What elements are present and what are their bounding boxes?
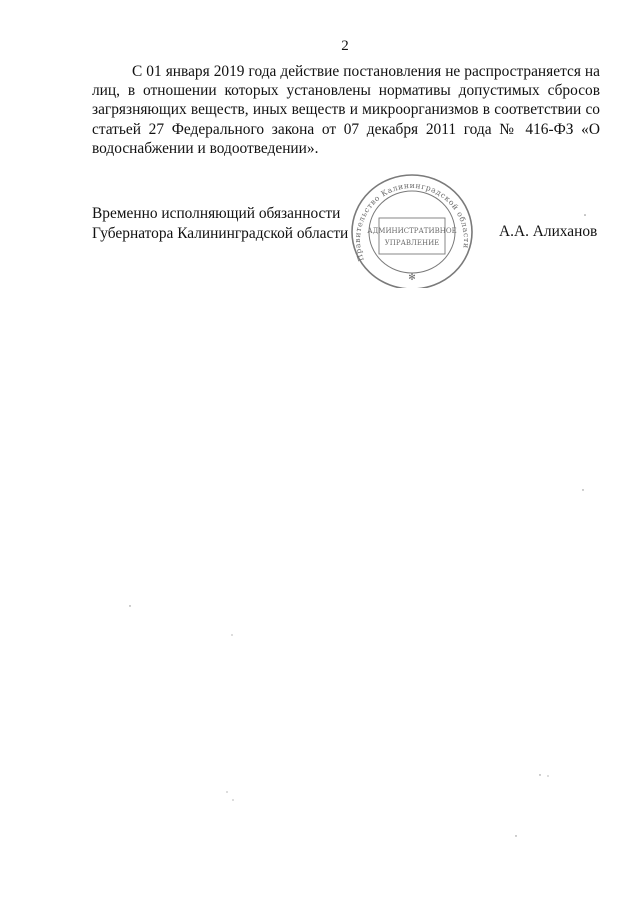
seal-inner-frame [379, 218, 445, 254]
seal-star-icon: ✻ [408, 272, 416, 282]
signature-position-line1: Временно исполняющий обязанности [92, 205, 341, 222]
seal-inner-text-1: АДМИНИСТРАТИВНОЕ [367, 227, 457, 235]
official-seal [334, 168, 486, 288]
seal-inner-text-2: УПРАВЛЕНИЕ [384, 239, 440, 247]
signature-position-line2: Губернатора Калининградской области [92, 224, 349, 242]
seal-outer-text: Правительство Калининградской области [352, 180, 472, 263]
signature-position [92, 204, 348, 243]
page-number: 2 [341, 38, 349, 54]
body-paragraph: С 01 января 2019 года действие постановления не распространяется на лиц, в отношении которых установлены нормативы допустимых сбросов загрязняющих веществ, иных веществ и микроорганизмов в соответствии со статьей 27 Федерального закона от 07 декабря 2011 года № 416-ФЗ «О водоснабжении и водоотведении». [92, 63, 600, 157]
signer-name: А.А. Алиханов [499, 223, 598, 240]
